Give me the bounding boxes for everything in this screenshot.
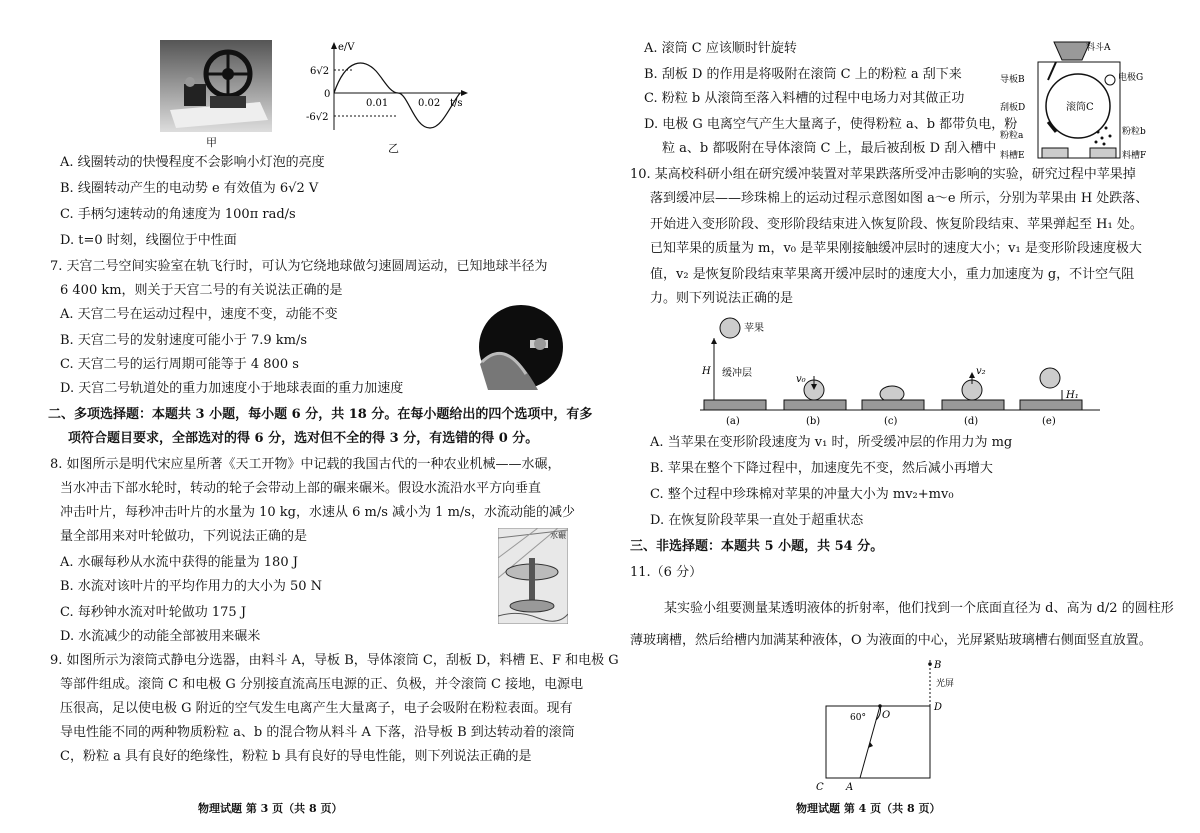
q10-stem-4: 已知苹果的质量为 m，v₀ 是苹果刚接触缓冲层时的速度大小；v₁ 是变形阶段速度极大 [650,241,1142,256]
q8-option-a: A. 水碾每秒从水流中获得的能量为 180 J [60,555,298,570]
emf-graph [290,40,470,136]
graph-xlabel: t/s [450,98,463,109]
q8-option-d: D. 水流减少的动能全部被用来碾米 [60,629,261,644]
q7-option-b: B. 天宫二号的发射速度可能小于 7.9 km/s [60,333,308,348]
q8-option-c: C. 每秒钟水流对叶轮做功 175 J [60,605,247,620]
graph-x1: 0.01 [366,98,389,109]
q6-option-a: A. 线圈转动的快慢程度不会影响小灯泡的亮度 [60,155,325,170]
buffer-layer-label: 缓冲层 [722,368,752,379]
q8-stem-3: 冲击叶片，每秒冲击叶片的水量为 10 kg，水速从 6 m/s 减小为 1 m/s，水流动能的减少 [60,505,575,520]
water-mill-illustration [498,528,568,624]
sep-label-powder-a: 粉粒a [1000,131,1024,141]
height-h-label: H [702,366,711,377]
separator-diagram [998,40,1160,166]
q11-stem-2: 薄玻璃槽，然后给槽内加满某种液体，O 为液面的中心，光屏紧贴玻璃槽右侧面竖直放置。 [630,633,1152,648]
water-mill-label: 水碾 [550,531,566,540]
stage-c-label: (c) [884,416,898,427]
q9-stem-1: 9. 如图所示为滚筒式静电分选器，由料斗 A，导板 B，导体滚筒 C，刮板 D，料槽 E、F 和电极 G [50,653,619,668]
generator-photo [160,40,272,132]
caption-yi: 乙 [388,142,399,155]
q9-stem-3: 压很高，足以使电极 G 附近的空气发生电离产生大量离子，电子会吸附在粉粒表面。现有 [60,701,573,716]
tank-label-o: O [882,710,891,721]
q6-option-d: D. t=0 时刻，线圈位于中性面 [60,233,237,248]
q6-option-c: C. 手柄匀速转动的角速度为 100π rad/s [60,207,296,222]
q7-option-a: A. 天宫二号在运动过程中，速度不变，动能不变 [60,307,338,322]
q10-stem-5: 值，v₂ 是恢复阶段结束苹果离开缓冲层时的速度大小，重力加速度为 g，不计空气阻 [650,267,1135,282]
section3-heading: 三、非选择题：本题共 5 小题，共 54 分。 [630,539,884,554]
sep-label-g: 电极G [1118,73,1144,83]
q10-stem-2: 落到缓冲层——珍珠棉上的运动过程示意图如图 a～e 所示，分别为苹果由 H 处跌落、 [650,191,1149,206]
q8-option-b: B. 水流对该叶片的平均作用力的大小为 50 N [60,579,322,594]
caption-jia: 甲 [206,136,217,149]
glass-tank-diagram [816,656,956,794]
q9-option-b: B. 刮板 D 的作用是将吸附在滚筒 C 上的粉粒 a 刮下来 [644,67,962,82]
stage-d-label: (d) [964,416,979,427]
q9-stem-4: 导电性能不同的两种物质粉粒 a、b 的混合物从料斗 A 下落，沿导板 B 到达转动着的滚筒 [60,725,575,740]
graph-x2: 0.02 [418,98,441,109]
q10-stem-3: 开始进入变形阶段、变形阶段结束进入恢复阶段、恢复阶段结束、苹果弹起至 H₁ 处。 [650,217,1143,232]
tank-label-angle: 60° [850,713,866,723]
tank-label-a: A [846,782,854,793]
q7-option-c: C. 天宫二号的运行周期可能等于 4 800 s [60,357,299,372]
q9-option-a: A. 滚筒 C 应该顺时针旋转 [644,41,797,56]
q8-stem-2: 当水冲击下部水轮时，转动的轮子会带动上部的碾来碾米。假设水流沿水平方向垂直 [60,481,542,496]
apple-buffer-diagram [700,312,1100,430]
tank-label-d: D [934,702,943,713]
section2-line2: 项符合题目要求，全部选对的得 6 分，选对但不全的得 3 分，有选错的得 0 分。 [68,431,539,446]
q7-stem-1: 7. 天宫二号空间实验室在轨飞行时，可认为它绕地球做匀速圆周运动，已知地球半径为 [50,259,548,274]
q9-option-c: C. 粉粒 b 从滚筒至落入料槽的过程中电场力对其做正功 [644,91,965,106]
tank-label-b: B [934,660,942,671]
sep-label-d: 刮板D [1000,103,1026,113]
q9-option-d: D. 电极 G 电离空气产生大量离子，使得粉粒 a、b 都带负电，粉 [644,117,1018,132]
h1-label: H₁ [1066,390,1079,401]
graph-zero: 0 [324,89,331,100]
stage-e-label: (e) [1042,416,1056,427]
q10-option-d: D. 在恢复阶段苹果一直处于超重状态 [650,513,864,528]
left-page [48,0,619,833]
q10-option-c: C. 整个过程中珍珠棉对苹果的冲量大小为 mv₂+mv₀ [650,487,954,502]
tank-label-c: C [816,782,824,793]
right-page [630,0,1174,833]
v2-label: v₂ [976,366,986,377]
q10-option-a: A. 当苹果在变形阶段速度为 v₁ 时，所受缓冲层的作用力为 mg [650,435,1013,450]
stage-a-label: (a) [726,416,740,427]
q10-stem-1: 10. 某高校科研小组在研究缓冲装置对苹果跌落所受冲击影响的实验，研究过程中苹果掉 [630,167,1136,182]
sep-label-a: 料斗A [1086,43,1111,53]
q7-stem-2: 6 400 km，则关于天宫二号的有关说法正确的是 [60,283,343,298]
apple-label: 苹果 [744,323,764,334]
graph-ybot: -6√2 [306,112,329,123]
stage-b-label: (b) [806,416,821,427]
q10-option-b: B. 苹果在整个下降过程中，加速度先不变，然后减小再增大 [650,461,993,476]
q8-stem-4: 量全部用来对叶轮做功，下列说法正确的是 [60,529,308,544]
v0-label: v₀ [796,374,806,385]
sep-label-b: 导板B [1000,75,1025,85]
graph-ytop: 6√2 [310,66,330,77]
q9-option-d-cont: 粒 a、b 都吸附在导体滚筒 C 上，最后被刮板 D 刮入槽中 [662,141,997,156]
graph-ylabel: e/V [338,42,355,53]
sep-label-e: 料槽E [1000,151,1025,161]
footer-left: 物理试题 第 3 页（共 8 页） [198,802,343,815]
q11-title: 11.（6 分） [630,565,703,580]
q7-option-d: D. 天宫二号轨道处的重力加速度小于地球表面的重力加速度 [60,381,404,396]
footer-right: 物理试题 第 4 页（共 8 页） [796,802,941,815]
tank-label-screen: 光屏 [936,679,955,689]
tiangong-photo [478,304,564,390]
q9-stem-5: C，粉粒 a 具有良好的绝缘性，粉粒 b 具有良好的导电性能，则下列说法正确的是 [60,749,532,764]
section2-line1: 二、多项选择题：本题共 3 小题，每小题 6 分，共 18 分。在每小题给出的四个选项中，有多 [48,407,593,422]
sep-label-f: 料槽F [1122,151,1147,161]
q8-stem-1: 8. 如图所示是明代宋应星所著《天工开物》中记载的我国古代的一种农业机械——水碾， [50,457,561,472]
sep-label-powder-b: 粉粒b [1122,127,1146,137]
q11-stem-1: 某实验小组要测量某透明液体的折射率，他们找到一个底面直径为 d、高为 d/2 的圆柱形 [664,601,1174,616]
sep-label-c: 滚筒C [1066,102,1094,113]
q10-stem-6: 力。则下列说法正确的是 [650,291,794,306]
q9-stem-2: 等部件组成。滚筒 C 和电极 G 分别接直流高压电源的正、负极，并令滚筒 C 接地，电源电 [60,677,584,692]
q6-option-b: B. 线圈转动产生的电动势 e 有效值为 6√2 V [60,181,319,196]
